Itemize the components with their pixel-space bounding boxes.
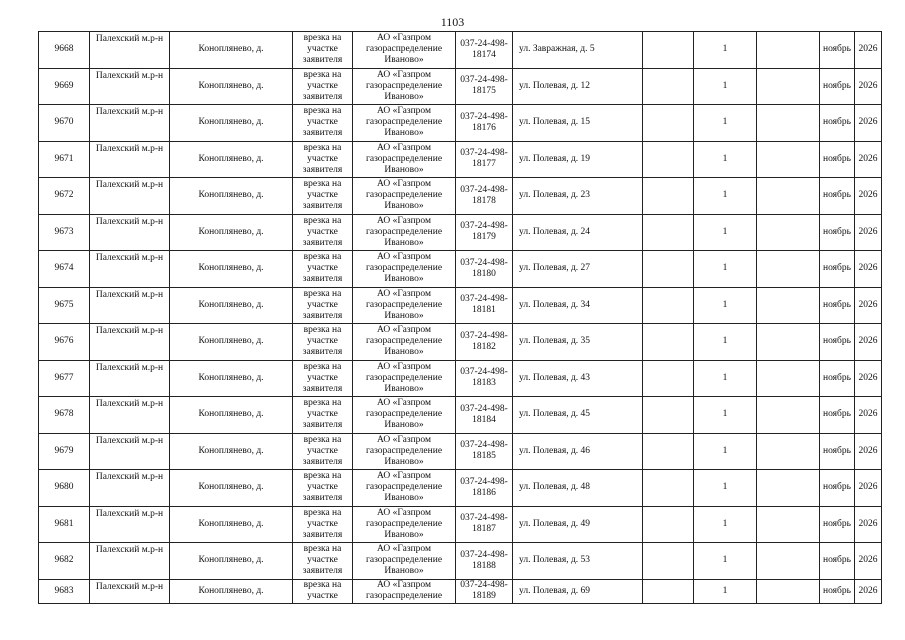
year-cell: 2026: [855, 105, 882, 142]
empty-cell: [757, 68, 820, 105]
district-cell: Палехский м.р-н: [90, 141, 170, 178]
settlement-cell: Коноплянево, д.: [170, 214, 293, 251]
empty-cell: [757, 579, 820, 603]
row-number-cell: 9672: [39, 178, 90, 215]
empty-cell: [757, 543, 820, 580]
object-code-cell: 037-24-498-18186: [456, 470, 513, 507]
object-code-cell: 037-24-498-18183: [456, 360, 513, 397]
connection-method-cell: врезка на участке заявителя: [293, 32, 353, 69]
settlement-cell: Коноплянево, д.: [170, 105, 293, 142]
district-cell: Палехский м.р-н: [90, 543, 170, 580]
month-cell: ноябрь: [820, 68, 855, 105]
month-cell: ноябрь: [820, 579, 855, 603]
quantity-cell: 1: [694, 178, 757, 215]
connection-method-cell: врезка на участке: [293, 579, 353, 603]
connection-method-cell: врезка на участке заявителя: [293, 433, 353, 470]
year-cell: 2026: [855, 178, 882, 215]
empty-cell: [643, 543, 694, 580]
district-cell: Палехский м.р-н: [90, 287, 170, 324]
month-cell: ноябрь: [820, 543, 855, 580]
row-number-cell: 9674: [39, 251, 90, 288]
month-cell: ноябрь: [820, 251, 855, 288]
empty-cell: [757, 32, 820, 69]
table-row: [39, 287, 882, 324]
empty-cell: [757, 470, 820, 507]
empty-cell: [643, 360, 694, 397]
object-code-cell: 037-24-498-18178: [456, 178, 513, 215]
empty-cell: [757, 433, 820, 470]
quantity-cell: 1: [694, 397, 757, 434]
year-cell: 2026: [855, 506, 882, 543]
address-cell: ул. Завражная, д. 5: [513, 32, 643, 69]
month-cell: ноябрь: [820, 397, 855, 434]
month-cell: ноябрь: [820, 32, 855, 69]
quantity-cell: 1: [694, 287, 757, 324]
organization-cell: АО «Газпром газораспределение Иваново»: [353, 287, 456, 324]
address-cell: ул. Полевая, д. 49: [513, 506, 643, 543]
empty-cell: [757, 178, 820, 215]
month-cell: ноябрь: [820, 105, 855, 142]
object-code-cell: 037-24-498-18176: [456, 105, 513, 142]
quantity-cell: 1: [694, 105, 757, 142]
table-row: [39, 178, 882, 215]
organization-cell: АО «Газпром газораспределение Иваново»: [353, 105, 456, 142]
connection-method-cell: врезка на участке заявителя: [293, 360, 353, 397]
district-cell: Палехский м.р-н: [90, 251, 170, 288]
year-cell: 2026: [855, 360, 882, 397]
address-cell: ул. Полевая, д. 34: [513, 287, 643, 324]
district-cell: Палехский м.р-н: [90, 32, 170, 69]
empty-cell: [757, 251, 820, 288]
month-cell: ноябрь: [820, 360, 855, 397]
address-cell: ул. Полевая, д. 27: [513, 251, 643, 288]
object-code-cell: 037-24-498-18177: [456, 141, 513, 178]
object-code-cell: 037-24-498-18187: [456, 506, 513, 543]
empty-cell: [643, 397, 694, 434]
connection-method-cell: врезка на участке заявителя: [293, 214, 353, 251]
year-cell: 2026: [855, 397, 882, 434]
settlement-cell: Коноплянево, д.: [170, 433, 293, 470]
quantity-cell: 1: [694, 324, 757, 361]
month-cell: ноябрь: [820, 324, 855, 361]
organization-cell: АО «Газпром газораспределение Иваново»: [353, 32, 456, 69]
connection-method-cell: врезка на участке заявителя: [293, 178, 353, 215]
address-cell: ул. Полевая, д. 19: [513, 141, 643, 178]
quantity-cell: 1: [694, 32, 757, 69]
object-code-cell: 037-24-498-18185: [456, 433, 513, 470]
empty-cell: [643, 251, 694, 288]
connection-method-cell: врезка на участке заявителя: [293, 287, 353, 324]
quantity-cell: 1: [694, 506, 757, 543]
connection-method-cell: врезка на участке заявителя: [293, 470, 353, 507]
district-cell: Палехский м.р-н: [90, 506, 170, 543]
row-number-cell: 9680: [39, 470, 90, 507]
empty-cell: [643, 178, 694, 215]
address-cell: ул. Полевая, д. 53: [513, 543, 643, 580]
row-number-cell: 9678: [39, 397, 90, 434]
year-cell: 2026: [855, 32, 882, 69]
organization-cell: АО «Газпром газораспределение Иваново»: [353, 324, 456, 361]
table-row: [39, 470, 882, 507]
table-row: [39, 32, 882, 69]
settlement-cell: Коноплянево, д.: [170, 251, 293, 288]
connection-method-cell: врезка на участке заявителя: [293, 251, 353, 288]
address-cell: ул. Полевая, д. 12: [513, 68, 643, 105]
empty-cell: [643, 287, 694, 324]
row-number-cell: 9668: [39, 32, 90, 69]
object-code-cell: 037-24-498-18181: [456, 287, 513, 324]
empty-cell: [643, 68, 694, 105]
organization-cell: АО «Газпром газораспределение Иваново»: [353, 433, 456, 470]
district-cell: Палехский м.р-н: [90, 433, 170, 470]
table-row: [39, 360, 882, 397]
empty-cell: [757, 287, 820, 324]
district-cell: Палехский м.р-н: [90, 105, 170, 142]
organization-cell: АО «Газпром газораспределение Иваново»: [353, 470, 456, 507]
address-cell: ул. Полевая, д. 48: [513, 470, 643, 507]
empty-cell: [757, 360, 820, 397]
connection-method-cell: врезка на участке заявителя: [293, 324, 353, 361]
empty-cell: [643, 579, 694, 603]
quantity-cell: 1: [694, 251, 757, 288]
settlement-cell: Коноплянево, д.: [170, 470, 293, 507]
table-body: [39, 32, 882, 604]
object-code-cell: 037-24-498-18184: [456, 397, 513, 434]
quantity-cell: 1: [694, 141, 757, 178]
empty-cell: [757, 506, 820, 543]
organization-cell: АО «Газпром газораспределение Иваново»: [353, 543, 456, 580]
settlement-cell: Коноплянево, д.: [170, 360, 293, 397]
district-cell: Палехский м.р-н: [90, 178, 170, 215]
connection-method-cell: врезка на участке заявителя: [293, 105, 353, 142]
settlement-cell: Коноплянево, д.: [170, 324, 293, 361]
table-row: [39, 105, 882, 142]
connection-method-cell: врезка на участке заявителя: [293, 141, 353, 178]
address-cell: ул. Полевая, д. 46: [513, 433, 643, 470]
district-cell: Палехский м.р-н: [90, 397, 170, 434]
table-row: [39, 543, 882, 580]
connection-method-cell: врезка на участке заявителя: [293, 397, 353, 434]
district-cell: Палехский м.р-н: [90, 470, 170, 507]
row-number-cell: 9673: [39, 214, 90, 251]
year-cell: 2026: [855, 433, 882, 470]
empty-cell: [757, 141, 820, 178]
year-cell: 2026: [855, 68, 882, 105]
organization-cell: АО «Газпром газораспределение Иваново»: [353, 397, 456, 434]
object-code-cell: 037-24-498-18182: [456, 324, 513, 361]
settlement-cell: Коноплянево, д.: [170, 68, 293, 105]
year-cell: 2026: [855, 287, 882, 324]
quantity-cell: 1: [694, 543, 757, 580]
quantity-cell: 1: [694, 68, 757, 105]
organization-cell: АО «Газпром газораспределение: [353, 579, 456, 603]
settlement-cell: Коноплянево, д.: [170, 579, 293, 603]
quantity-cell: 1: [694, 579, 757, 603]
row-number-cell: 9683: [39, 579, 90, 603]
district-cell: Палехский м.р-н: [90, 68, 170, 105]
quantity-cell: 1: [694, 470, 757, 507]
year-cell: 2026: [855, 214, 882, 251]
table-row: [39, 397, 882, 434]
row-number-cell: 9676: [39, 324, 90, 361]
year-cell: 2026: [855, 324, 882, 361]
month-cell: ноябрь: [820, 214, 855, 251]
empty-cell: [643, 32, 694, 69]
settlement-cell: Коноплянево, д.: [170, 178, 293, 215]
table-row: [39, 433, 882, 470]
settlement-cell: Коноплянево, д.: [170, 506, 293, 543]
address-cell: ул. Полевая, д. 45: [513, 397, 643, 434]
organization-cell: АО «Газпром газораспределение Иваново»: [353, 178, 456, 215]
row-number-cell: 9671: [39, 141, 90, 178]
month-cell: ноябрь: [820, 470, 855, 507]
object-code-cell: 037-24-498-18175: [456, 68, 513, 105]
object-code-cell: 037-24-498-18179: [456, 214, 513, 251]
row-number-cell: 9682: [39, 543, 90, 580]
connection-method-cell: врезка на участке заявителя: [293, 543, 353, 580]
row-number-cell: 9675: [39, 287, 90, 324]
organization-cell: АО «Газпром газораспределение Иваново»: [353, 68, 456, 105]
empty-cell: [643, 141, 694, 178]
month-cell: ноябрь: [820, 287, 855, 324]
month-cell: ноябрь: [820, 506, 855, 543]
empty-cell: [643, 214, 694, 251]
empty-cell: [643, 433, 694, 470]
row-number-cell: 9681: [39, 506, 90, 543]
organization-cell: АО «Газпром газораспределение Иваново»: [353, 214, 456, 251]
table-row: [39, 579, 882, 603]
quantity-cell: 1: [694, 360, 757, 397]
table-row: [39, 214, 882, 251]
address-cell: ул. Полевая, д. 69: [513, 579, 643, 603]
address-cell: ул. Полевая, д. 15: [513, 105, 643, 142]
empty-cell: [643, 105, 694, 142]
district-cell: Палехский м.р-н: [90, 214, 170, 251]
settlement-cell: Коноплянево, д.: [170, 287, 293, 324]
connection-method-cell: врезка на участке заявителя: [293, 506, 353, 543]
year-cell: 2026: [855, 470, 882, 507]
month-cell: ноябрь: [820, 433, 855, 470]
empty-cell: [643, 506, 694, 543]
district-cell: Палехский м.р-н: [90, 324, 170, 361]
row-number-cell: 9670: [39, 105, 90, 142]
row-number-cell: 9679: [39, 433, 90, 470]
organization-cell: АО «Газпром газораспределение Иваново»: [353, 251, 456, 288]
organization-cell: АО «Газпром газораспределение Иваново»: [353, 360, 456, 397]
quantity-cell: 1: [694, 433, 757, 470]
month-cell: ноябрь: [820, 178, 855, 215]
organization-cell: АО «Газпром газораспределение Иваново»: [353, 506, 456, 543]
settlement-cell: Коноплянево, д.: [170, 397, 293, 434]
empty-cell: [757, 214, 820, 251]
registry-table: [38, 31, 882, 604]
empty-cell: [757, 324, 820, 361]
empty-cell: [757, 105, 820, 142]
settlement-cell: Коноплянево, д.: [170, 32, 293, 69]
row-number-cell: 9669: [39, 68, 90, 105]
address-cell: ул. Полевая, д. 35: [513, 324, 643, 361]
empty-cell: [757, 397, 820, 434]
year-cell: 2026: [855, 141, 882, 178]
empty-cell: [643, 324, 694, 361]
district-cell: Палехский м.р-н: [90, 360, 170, 397]
year-cell: 2026: [855, 543, 882, 580]
empty-cell: [643, 470, 694, 507]
month-cell: ноябрь: [820, 141, 855, 178]
address-cell: ул. Полевая, д. 24: [513, 214, 643, 251]
organization-cell: АО «Газпром газораспределение Иваново»: [353, 141, 456, 178]
table-row: [39, 141, 882, 178]
settlement-cell: Коноплянево, д.: [170, 543, 293, 580]
object-code-cell: 037-24-498-18180: [456, 251, 513, 288]
year-cell: 2026: [855, 579, 882, 603]
connection-method-cell: врезка на участке заявителя: [293, 68, 353, 105]
object-code-cell: 037-24-498-18174: [456, 32, 513, 69]
address-cell: ул. Полевая, д. 43: [513, 360, 643, 397]
settlement-cell: Коноплянево, д.: [170, 141, 293, 178]
district-cell: Палехский м.р-н: [90, 579, 170, 603]
table-row: [39, 251, 882, 288]
page-number: 1103: [440, 15, 465, 29]
year-cell: 2026: [855, 251, 882, 288]
object-code-cell: 037-24-498-18188: [456, 543, 513, 580]
table-row: [39, 324, 882, 361]
quantity-cell: 1: [694, 214, 757, 251]
table-row: [39, 506, 882, 543]
row-number-cell: 9677: [39, 360, 90, 397]
object-code-cell: 037-24-498-18189: [456, 579, 513, 603]
address-cell: ул. Полевая, д. 23: [513, 178, 643, 215]
table-row: [39, 68, 882, 105]
